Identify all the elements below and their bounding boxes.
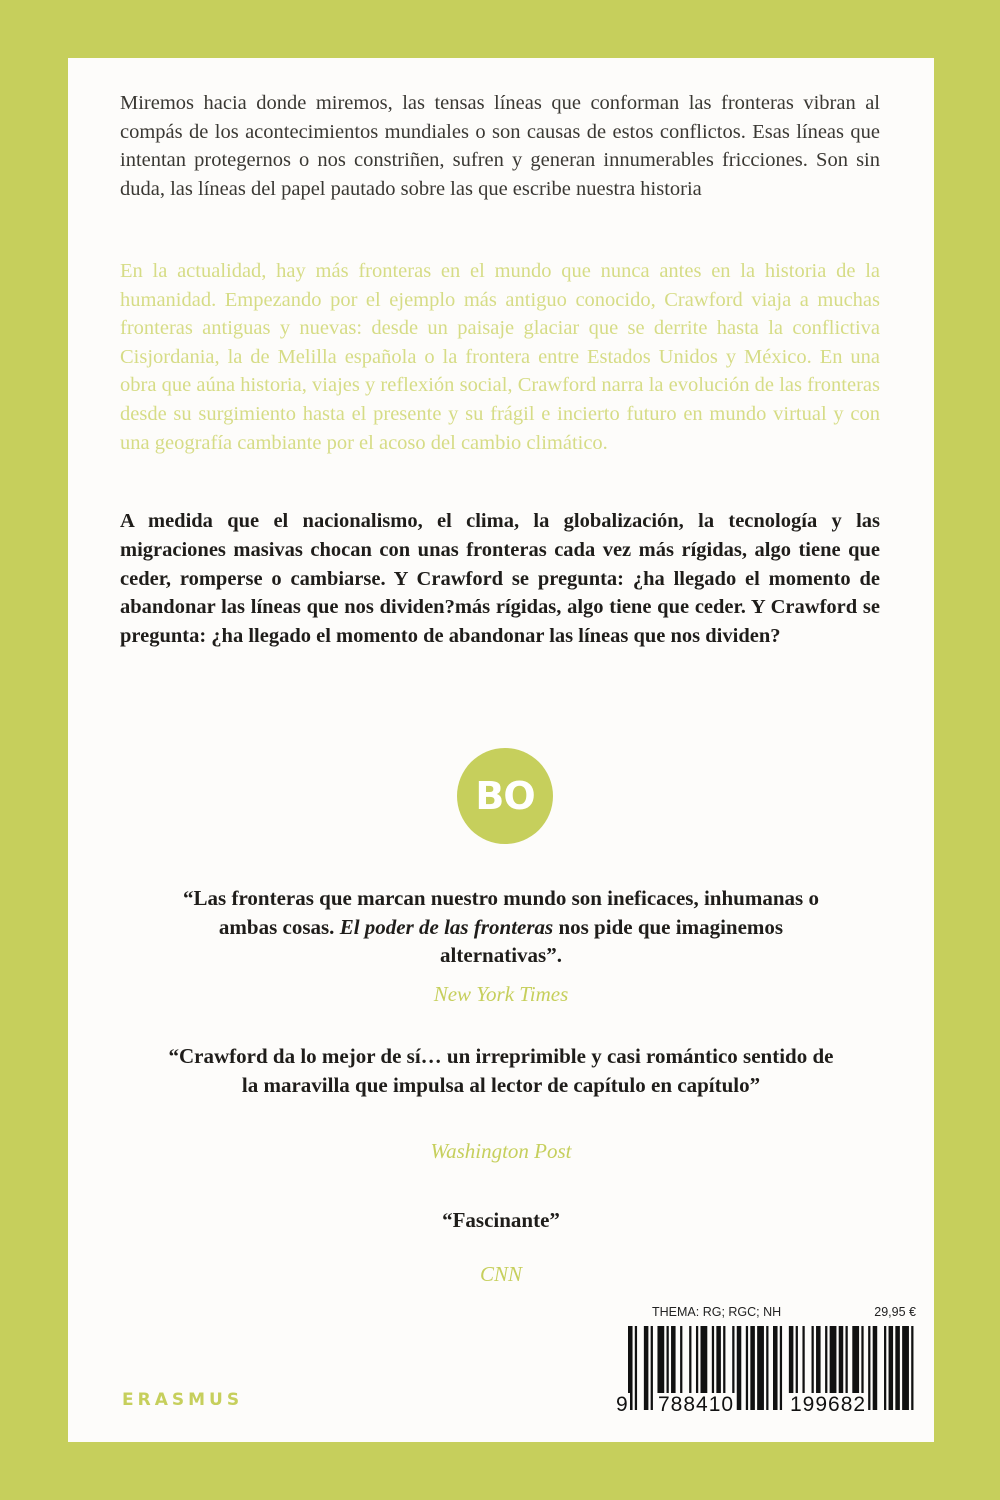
- review-quote-1: [168, 884, 834, 970]
- review-quote-2: “Crawford da lo mejor de sí… un irreprimible y casi romántico sentido de la maravilla que impulsa al lector de capítulo en capítulo”: [168, 1044, 834, 1097]
- synopsis-paragraph: En la actualidad, hay más fronteras en el mundo que nunca antes en la historia de la humanidad. Empezando por el ejemplo más antiguo conocido, Crawford viaja a muchas fronteras antiguas y nuevas: desde un paisaje glaciar que se derrite hasta la conflictiva Cisjordania, la de Melilla española o la frontera entre Estados Unidos y México. En una obra que aúna historia, viajes y reflexión social, Crawford narra la evolución de las fronteras desde su surgimiento hasta el presente y su frágil e incierto futuro en mundo virtual y con una geografía cambiante por el acoso del cambio climático.: [120, 260, 880, 454]
- intro-paragraph: Miremos hacia donde miremos, las tensas líneas que conforman las fronteras vibran al compás de los acontecimientos mundiales o son causas de estos conflictos. Esas líneas que intentan protegernos o nos constriñen, sufren y generan innumerables fricciones. Son sin duda, las líneas del papel pautado sobre las que escribe nuestra historia: [120, 92, 880, 200]
- question-paragraph: A medida que el nacionalismo, el clima, la globalización, la tecnología y las migraciones masivas chocan con unas fronteras cada vez más rígidas, algo tiene que ceder, romperse o cambiarse. Y Crawford se pregunta: ¿ha llegado el momento de abandonar las líneas que nos dividen?más rígidas, algo tiene que ceder. Y Crawford se pregunta: ¿ha llegado el momento de abandonar las líneas que nos dividen?: [120, 510, 880, 648]
- isbn-first-digit: 9: [616, 1393, 628, 1416]
- price-label: 29,95 €: [874, 1305, 916, 1319]
- publisher-logo: ERASMUS: [122, 1390, 244, 1410]
- review-source-3: CNN: [479, 1262, 523, 1286]
- quote-1-book-title: El poder de las fronteras: [339, 914, 554, 939]
- isbn-digits: [608, 1393, 926, 1419]
- isbn-left-group: 788410: [658, 1393, 735, 1416]
- quote-1-after: nos pide que imaginemos alternativas”.: [440, 914, 784, 967]
- bo-logo: BO: [457, 748, 553, 844]
- cover-panel: [68, 58, 934, 1442]
- quote-1-before: “Las fronteras que marcan nuestro mundo son ineficaces, inhumanas o ambas cosas.: [183, 886, 819, 939]
- review-source-2: Washington Post: [430, 1139, 572, 1163]
- review-quote-3: “Fascinante”: [442, 1208, 560, 1232]
- barcode-block: [608, 1305, 926, 1435]
- thema-code: THEMA: RG; RGC; NH: [652, 1305, 782, 1319]
- review-source-1: New York Times: [433, 982, 569, 1006]
- isbn-right-group: 199682: [790, 1393, 867, 1416]
